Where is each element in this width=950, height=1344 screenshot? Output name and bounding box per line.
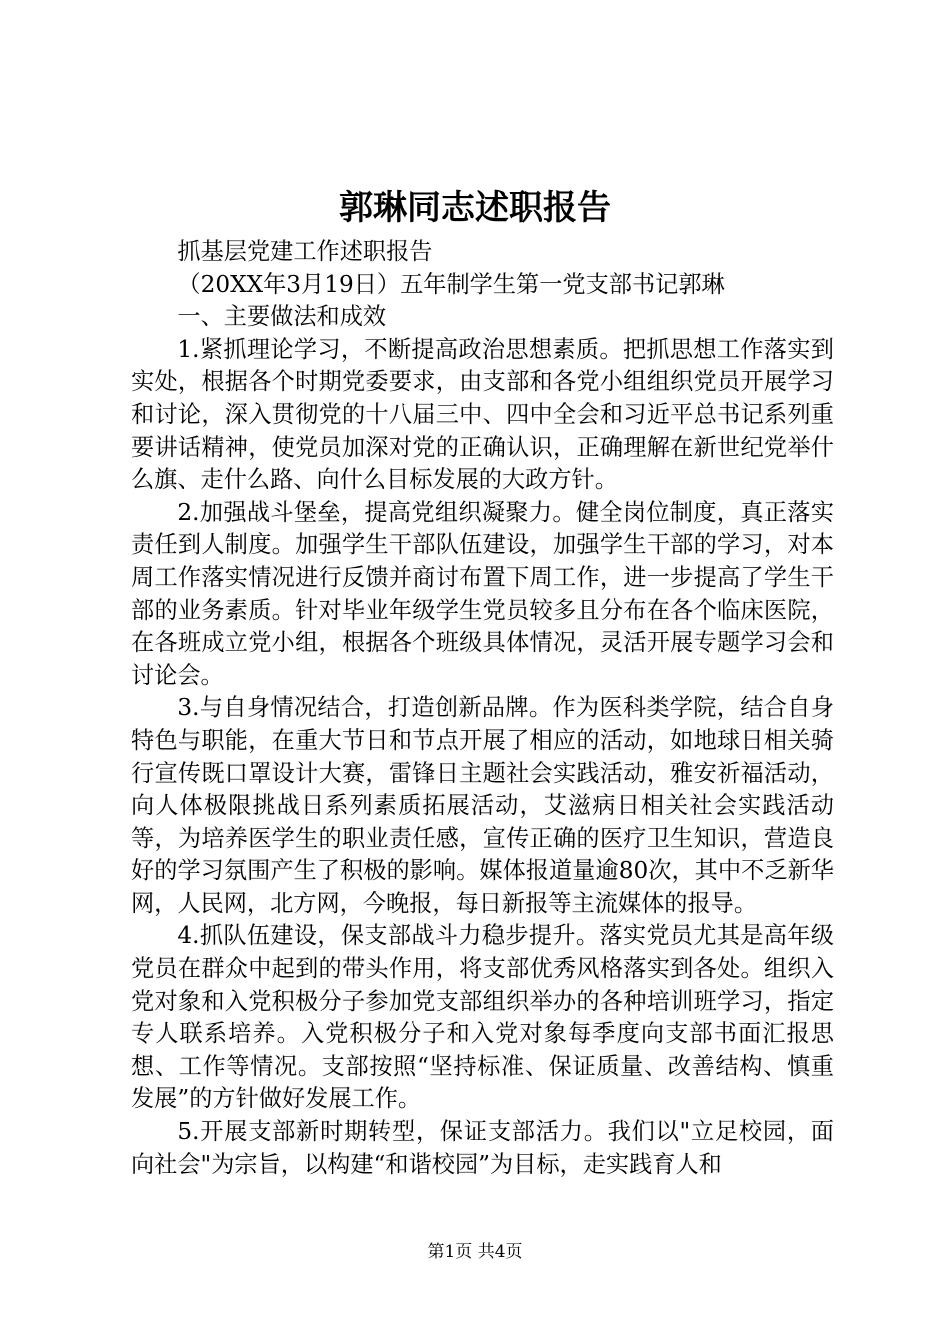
paragraph-5: 5.开展支部新时期转型，保证支部活力。我们以"立足校园，面向社会"为宗旨，以构建“和谐校园”为目标，走实践育人和 — [131, 1118, 834, 1178]
paragraph-3: 3.与自身情况结合，打造创新品牌。作为医科类学院，结合自身特色与职能，在重大节日和节点开展了相应的活动，如地球日相关骑行宣传既口罩设计大赛，雷锋日主题社会实践活动，雅安祈福活动，向人体极限挑战日系列素质拓展活动，艾滋病日相关社会实践活动等，为培养医学生的职业责任感，宣传正确的医疗卫生知识，营造良好的学习氛围产生了积极的影响。媒体报道量逾80次，其中不乏新华网，人民网，北方网，今晚报，每日新报等主流媒体的报导。 — [131, 694, 834, 917]
date-line: （20XX年3月19日）五年制学生第一党支部书记郭琳 — [177, 270, 725, 298]
document-subtitle: 抓基层党建工作述职报告 — [177, 238, 433, 265]
paragraph-1: 1.紧抓理论学习，不断提高政治思想素质。把抓思想工作落实到实处，根据各个时期党委要求，由支部和各党小组组织党员开展学习和讨论，深入贯彻党的十八届三中、四中全会和习近平总书记系列重要讲话精神，使党员加深对党的正确认识，正确理解在新世纪党举什么旗、走什么路、向什么目标发展的大政方针。 — [131, 335, 834, 494]
section-heading: 一、主要做法和成效 — [177, 303, 387, 331]
page-footer: 第1页 共4页 — [427, 1242, 523, 1262]
paragraph-2: 2.加强战斗堡垒，提高党组织凝聚力。健全岗位制度，真正落实责任到人制度。加强学生干部队伍建设，加强学生干部的学习，对本周工作落实情况进行反馈并商讨布置下周工作，进一步提高了学生干部的业务素质。针对毕业年级学生党员较多且分布在各个临床医院，在各班成立党小组，根据各个班级具体情况，灵活开展专题学习会和讨论会。 — [131, 498, 834, 689]
paragraph-4: 4.抓队伍建设，保支部战斗力稳步提升。落实党员尤其是高年级党员在群众中起到的带头作用，将支部优秀风格落实到各处。组织入党对象和入党积极分子参加党支部组织举办的各种培训班学习，指定专人联系培养。入党积极分子和入党对象每季度向支部书面汇报思想、工作等情况。支部按照“坚持标准、保证质量、改善结构、慎重发展”的方针做好发展工作。 — [131, 922, 834, 1113]
document-title: 郭琳同志述职报告 — [339, 188, 611, 228]
document-body — [131, 236, 834, 1181]
